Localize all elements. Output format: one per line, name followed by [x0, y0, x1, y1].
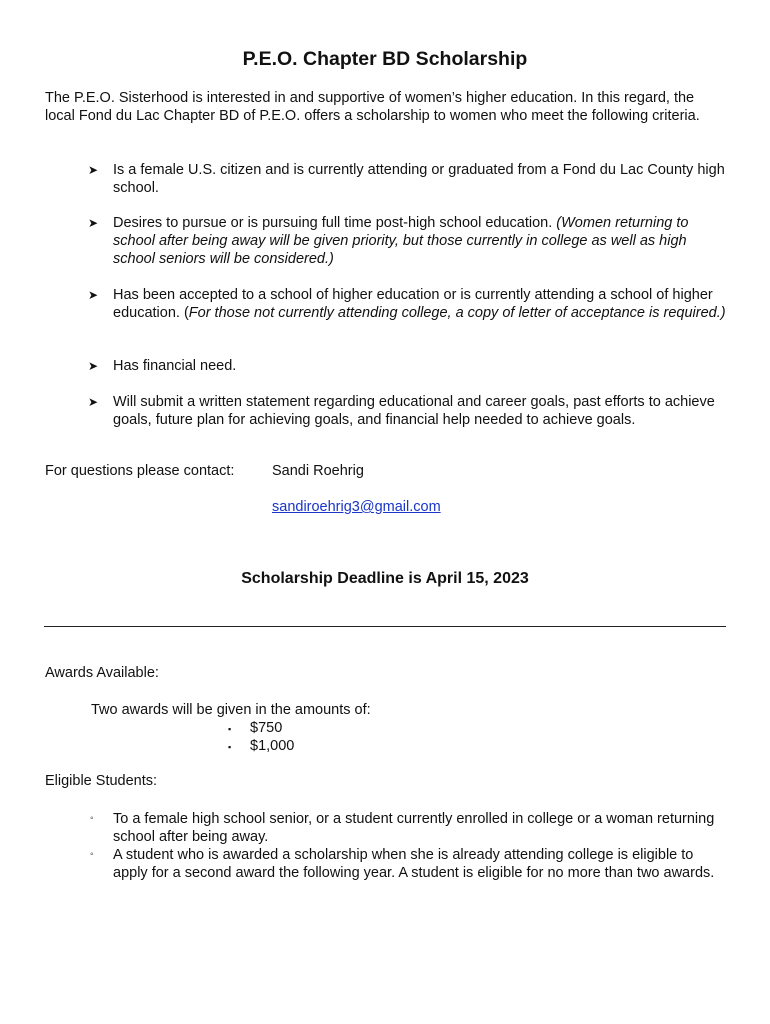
arrow-bullet-icon: ➤ — [88, 288, 99, 302]
eligible-text: To a female high school senior, or a student currently enrolled in college or a woman returning school after being away. — [113, 811, 715, 845]
circle-bullet-icon: ◦ — [90, 813, 94, 824]
contact-label: For questions please contact: — [45, 463, 235, 479]
contact-email-link[interactable]: sandiroehrig3@gmail.com — [272, 499, 441, 515]
arrow-bullet-icon: ➤ — [88, 216, 99, 230]
arrow-bullet-icon: ➤ — [88, 395, 99, 409]
award-amount: $750 — [250, 720, 283, 736]
criteria-text: Will submit a written statement regarding educational and career goals, past efforts to achieve goals, future plan for achieving goals, and financial help needed to achieve goals. — [113, 394, 715, 428]
criteria-text: Is a female U.S. citizen and is currently attending or graduated from a Fond du Lac County high school. — [113, 162, 725, 196]
criteria-text: Has financial need. — [113, 358, 237, 374]
eligible-text: A student who is awarded a scholarship when she is already attending college is eligible to apply for a second award the following year. A student is eligible for no more than two awards. — [113, 847, 715, 881]
award-amount: $1,000 — [250, 738, 295, 754]
arrow-bullet-icon: ➤ — [88, 359, 99, 373]
criteria-text: Desires to pursue or is pursuing full time post-high school education. (Women returning to school after being away will be given priority, but those currently in college as well as high school seniors will be considered.) — [113, 215, 689, 267]
square-bullet-icon: ▪ — [228, 724, 232, 734]
criteria-text: Has been accepted to a school of higher education or is currently attending a school of higher education. (For those not currently attending college, a copy of letter of acceptance is required.) — [113, 287, 726, 321]
awards-intro: Two awards will be given in the amounts of: — [91, 702, 371, 718]
deadline-heading: Scholarship Deadline is April 15, 2023 — [241, 570, 529, 587]
section-divider — [44, 626, 726, 627]
page-title: P.E.O. Chapter BD Scholarship — [242, 48, 528, 70]
intro-paragraph: The P.E.O. Sisterhood is interested in and supportive of women’s higher education. In this regard, the local Fond du Lac Chapter BD of P.E.O. offers a scholarship to women who meet the following criteria. — [45, 90, 700, 124]
contact-name: Sandi Roehrig — [272, 463, 364, 479]
square-bullet-icon: ▪ — [228, 742, 232, 752]
awards-heading: Awards Available: — [45, 665, 159, 681]
circle-bullet-icon: ◦ — [90, 849, 94, 860]
eligible-heading: Eligible Students: — [45, 773, 158, 789]
arrow-bullet-icon: ➤ — [88, 163, 99, 177]
